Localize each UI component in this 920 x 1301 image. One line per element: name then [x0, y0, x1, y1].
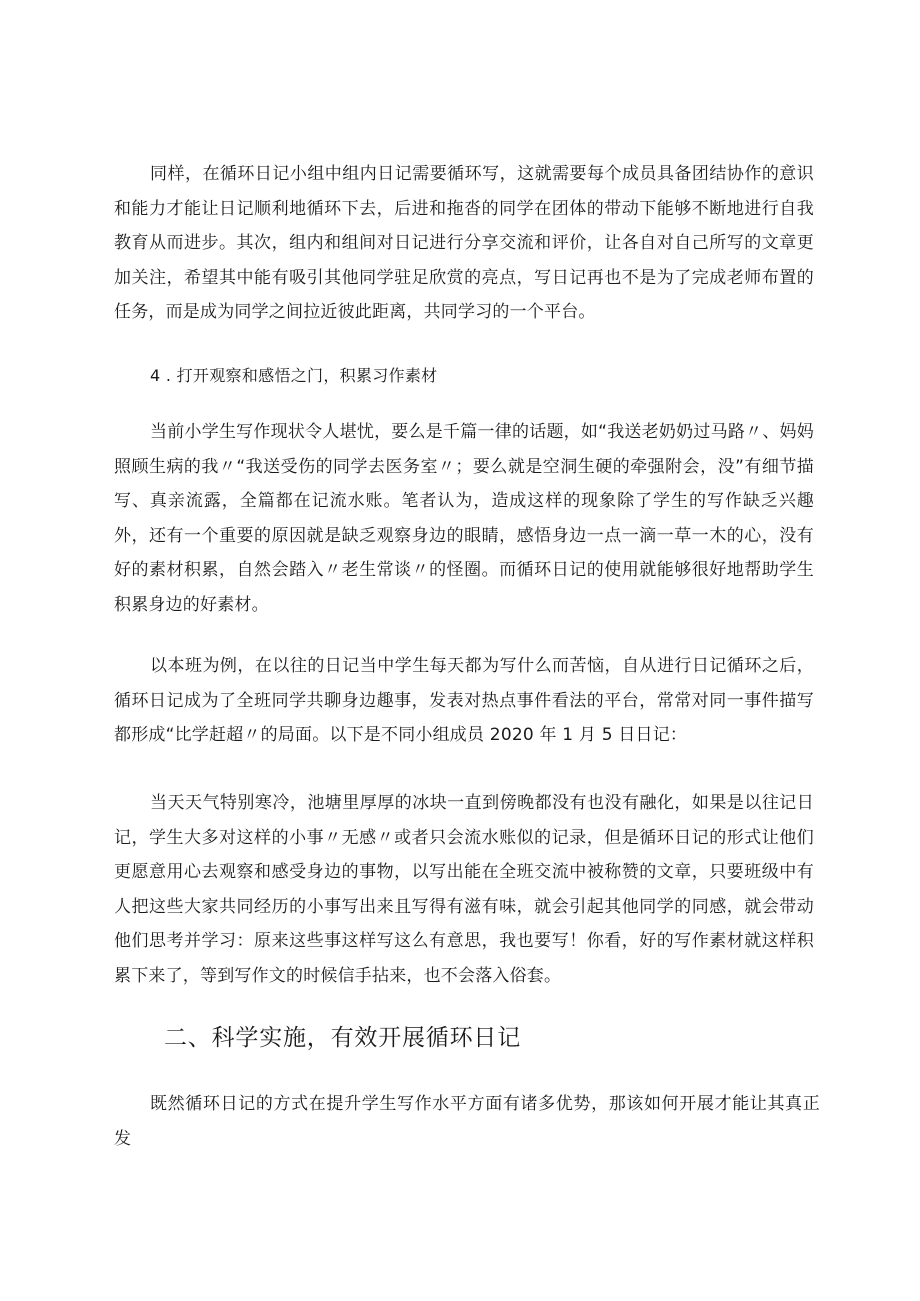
body-paragraph-class-example: 以本班为例，在以往的日记当中学生每天都为写什么而苦恼，自从进行日记循环之后，循环日记成为了全班同学共聊身边趣事，发表对热点事件看法的平台，常常对同一事件描写都形成“比学赶超〃的局面。以下是不同小组成员 2020 年 1 月 5 日日记： [114, 656, 814, 745]
body-paragraph-implementation: 既然循环日记的方式在提升学生写作水平方面有诸多优势，那该如何开展才能让其真正发 [114, 1094, 820, 1149]
body-paragraph-diary-excerpt: 当天天气特别寒冷，池塘里厚厚的冰块一直到傍晚都没有也没有融化，如果是以往记日记，学生大多对这样的小事〃无感〃或者只会流水账似的记录，但是循环日记的形式让他们更愿意用心去观察和感受身边的事物，以写出能在全班交流中被称赞的文章，只要班级中有人把这些大家共同经历的小事写出来且写得有滋有味，就会引起其他同学的同感，就会带动他们思考并学习：原来这些事这样写这么有意思，我也要写！你看，好的写作素材就这样积累下来了，等到写作文的时候信手拈来，也不会落入俗套。 [114, 793, 814, 986]
section-subheading-4: 4 . 打开观察和感悟之门，积累习作素材 [150, 366, 438, 385]
body-paragraph-cooperation: 同样，在循环日记小组中组内日记需要循环写，这就需要每个成员具备团结协作的意识和能力才能让日记顺利地循环下去，后进和拖沓的同学在团体的带动下能够不断地进行自我教育从而进步。其次，组内和组间对日记进行分享交流和评价，让各自对自己所写的文章更加关注，希望其中能有吸引其他同学驻足欣赏的亮点，写日记再也不是为了完成老师布置的任务，而是成为同学之间拉近彼此距离，共同学习的一个平台。 [114, 164, 814, 322]
section-heading-2: 二、科学实施，有效开展循环日记 [164, 1025, 521, 1051]
body-paragraph-writing-status: 当前小学生写作现状令人堪忧，要么是千篇一律的话题，如“我送老奶奶过马路〃、妈妈照顾生病的我〃“我送受伤的同学去医务室〃；要么就是空洞生硬的牵强附会，没”有细节描写、真亲流露，全篇都在记流水账。笔者认为，造成这样的现象除了学生的写作缺乏兴趣外，还有一个重要的原因就是缺乏观察身边的眼睛，感悟身边一点一滴一草一木的心，没有好的素材积累，自然会踏入〃老生常谈〃的怪圈。而循环日记的使用就能够很好地帮助学生积累身边的好素材。 [114, 422, 814, 615]
